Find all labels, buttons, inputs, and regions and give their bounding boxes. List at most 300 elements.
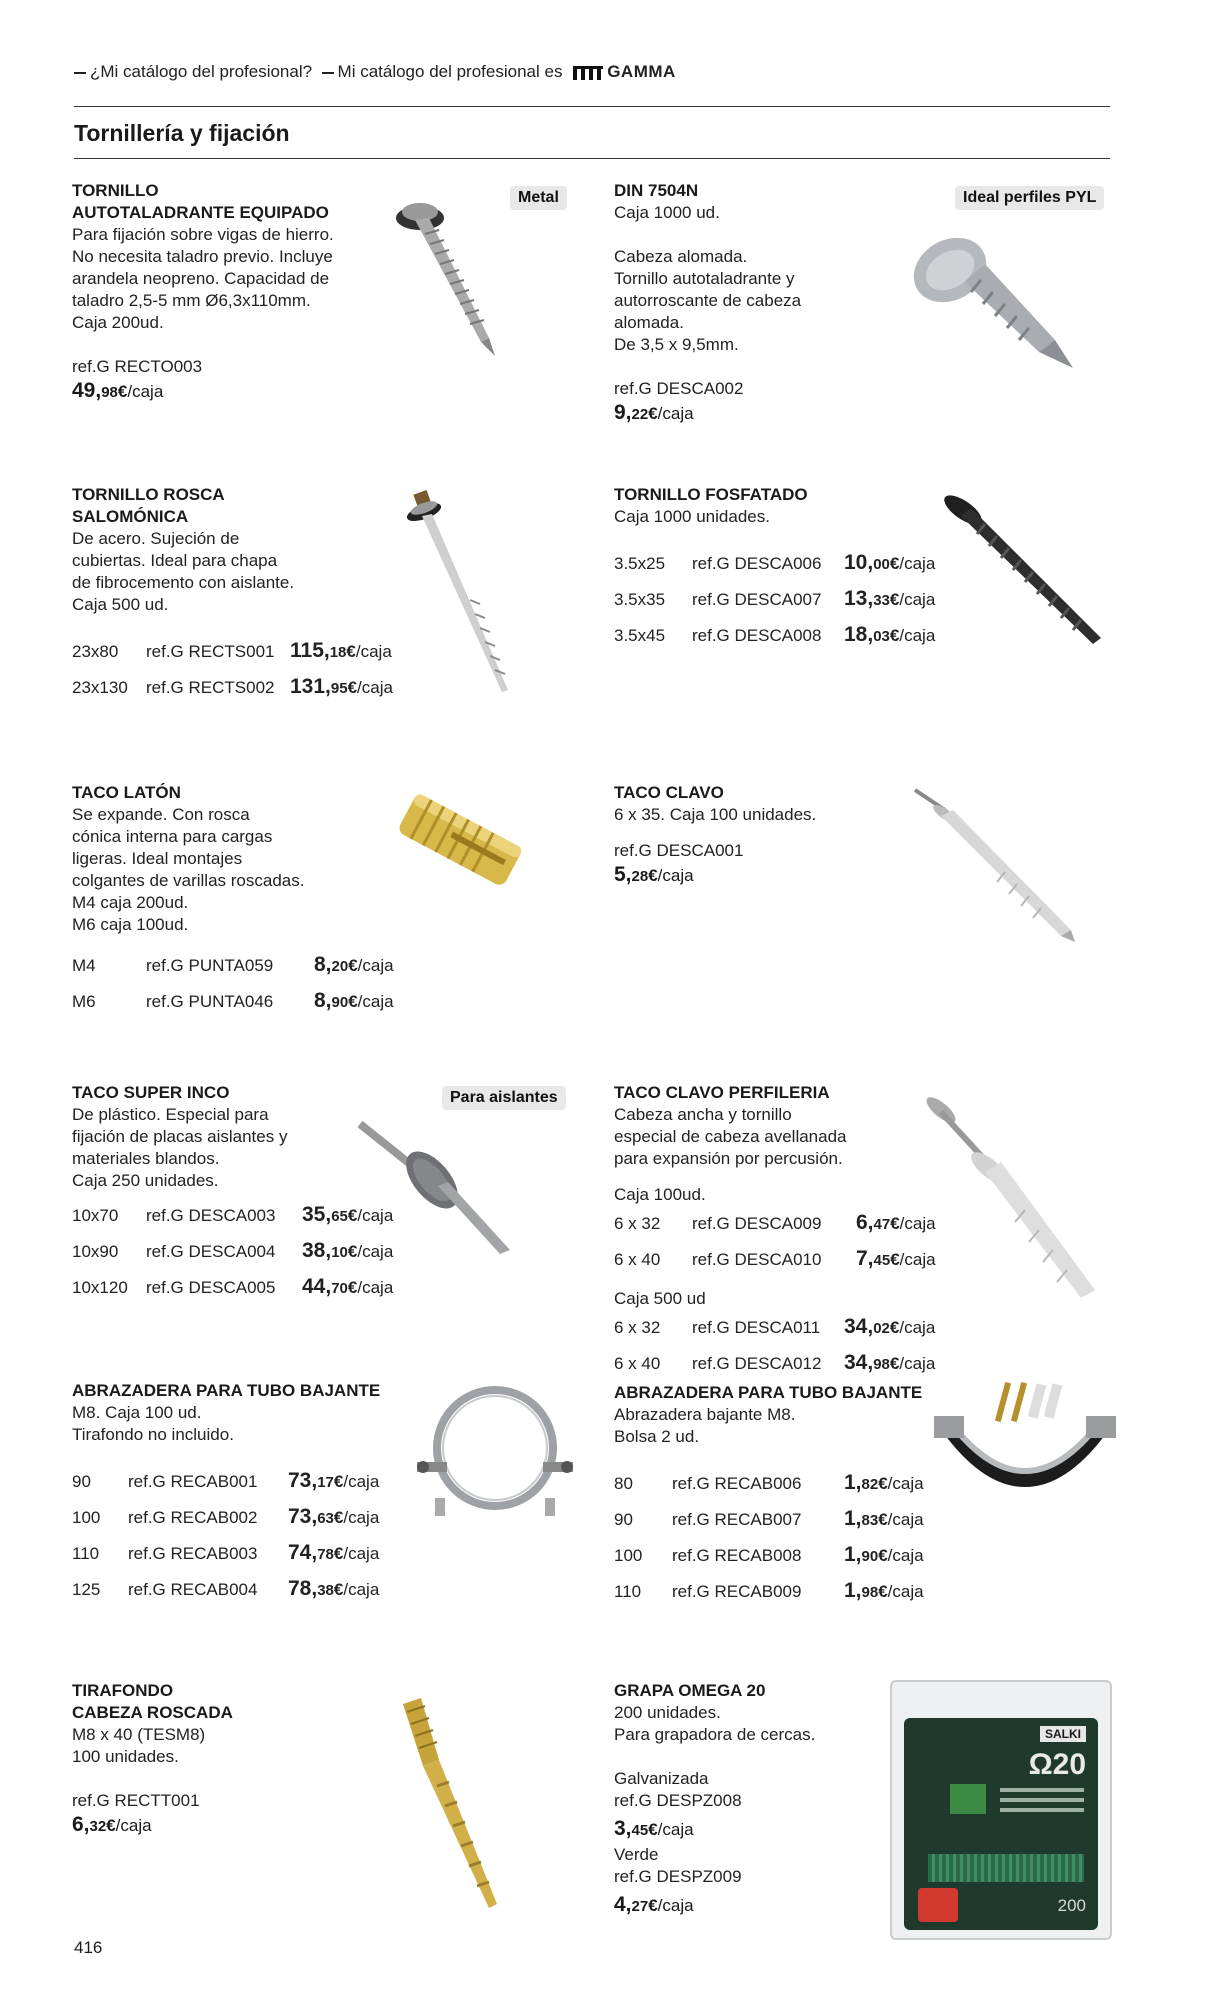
row-size: 3.5x25 [614, 554, 666, 573]
table-row [72, 670, 393, 706]
price-dec: 02 [873, 1320, 890, 1337]
table-row [614, 1502, 924, 1538]
price-currency: € [889, 590, 900, 609]
row-price [290, 670, 393, 706]
table-row [72, 634, 393, 670]
product-desc: Cabeza alomada. [614, 247, 748, 266]
product-desc: De 3,5 x 9,5mm. [614, 335, 739, 354]
staple-package [890, 1680, 1112, 1940]
product-desc: Caja 200ud. [72, 313, 164, 332]
group-label: Caja 500 ud [614, 1289, 706, 1308]
price-dec: 90 [861, 1548, 879, 1565]
package-red-tag [918, 1888, 958, 1922]
row-size: 10x120 [72, 1278, 128, 1297]
pipe-clamp-icon [405, 1378, 585, 1528]
package-title: Ω20 [1028, 1748, 1086, 1781]
table-row [614, 1574, 924, 1610]
price-currency: € [878, 1474, 888, 1493]
price-int: 35, [302, 1203, 332, 1226]
header-answer: Mi catálogo del profesional es [337, 62, 563, 81]
product-desc: M6 caja 100ud. [72, 915, 189, 934]
badge-para-aislantes: Para aislantes [442, 1086, 566, 1110]
table-row [614, 1242, 936, 1278]
product-desc: de fibrocemento con aislante. [72, 573, 295, 592]
package-count: 200 [1057, 1896, 1086, 1915]
header-divider [74, 106, 1110, 107]
row-size: 10x90 [72, 1242, 119, 1261]
table-row [614, 582, 935, 618]
price-dec: 65 [331, 1208, 348, 1225]
row-ref: ref.G DESCA004 [146, 1242, 276, 1261]
product-name: TORNILLO [72, 181, 159, 200]
product-name: AUTOTALADRANTE EQUIPADO [72, 203, 329, 222]
price-dec: 38 [317, 1582, 334, 1599]
product-desc: Cabeza ancha y tornillo [614, 1105, 792, 1124]
table-row [72, 1234, 393, 1270]
row-price [844, 1574, 924, 1610]
table-row [614, 1310, 935, 1346]
table-row [614, 546, 935, 582]
brass-anchor-icon [390, 780, 530, 900]
product-name: TORNILLO FOSFATADO [614, 485, 808, 504]
row-price [302, 1270, 393, 1306]
table-row [72, 1536, 379, 1572]
price-int: 49, [72, 379, 102, 402]
price-currency: € [648, 1820, 658, 1839]
row-size: 3.5x45 [614, 626, 666, 645]
price-int: 6, [72, 1813, 90, 1836]
row-size: 100 [72, 1508, 101, 1527]
row-size: 6 x 40 [614, 1250, 661, 1269]
row-price [844, 1466, 924, 1502]
variant-label: Galvanizada [614, 1769, 709, 1788]
price-dec: 17 [317, 1474, 334, 1491]
row-size: 6 x 40 [614, 1354, 661, 1373]
brand-name: GAMMA [607, 62, 676, 81]
price-dec: 18 [329, 644, 347, 661]
product-desc: colgantes de varillas roscadas. [72, 871, 305, 890]
product-name: TIRAFONDO [72, 1681, 174, 1700]
product-desc: M4 caja 200ud. [72, 893, 189, 912]
row-size: 90 [614, 1510, 633, 1529]
row-ref: ref.G DESCA006 [692, 554, 822, 573]
product-desc: fijación de placas aislantes y [72, 1127, 288, 1146]
product-desc: Caja 500 ud. [72, 595, 169, 614]
price-currency: € [333, 1544, 344, 1563]
price-currency: € [347, 678, 358, 697]
price-table [614, 546, 935, 654]
frame-plug-icon [915, 1090, 1105, 1310]
price-currency: € [878, 1582, 888, 1601]
page-number: 416 [74, 1938, 103, 1957]
price-per: /caja [343, 1472, 380, 1491]
price-int: 10, [844, 551, 874, 574]
row-ref: ref.G RECAB006 [672, 1474, 802, 1493]
price-dec: 32 [89, 1818, 107, 1835]
table-row [72, 1464, 379, 1500]
product-ref: ref.G RECTO003 [72, 357, 203, 376]
row-ref: ref.G RECAB002 [128, 1508, 258, 1527]
badge-metal: Metal [510, 186, 567, 210]
price-dec: 90 [331, 994, 349, 1011]
package-green-tag [950, 1784, 986, 1814]
product-desc: M8 x 40 (TESM8) [72, 1725, 206, 1744]
price-per: /caja [357, 1278, 394, 1297]
price-per: /caja [115, 1816, 152, 1835]
product-name: TACO SUPER INCO [72, 1083, 230, 1102]
price-dec: 45 [631, 1822, 649, 1839]
product-desc: Caja 1000 unidades. [614, 507, 770, 526]
price-per: /caja [357, 1242, 394, 1261]
gamma-logo-icon [573, 66, 603, 80]
price-per: /caja [357, 678, 393, 697]
product-name: SALOMÓNICA [72, 507, 189, 526]
row-ref: ref.G DESCA003 [146, 1206, 276, 1225]
row-size: 90 [72, 1472, 91, 1491]
price-int: 1, [844, 1543, 862, 1566]
price-per: /caja [657, 1896, 694, 1915]
row-ref: ref.G DESCA012 [692, 1354, 822, 1373]
price-table [614, 1206, 936, 1278]
price-table [72, 948, 394, 1020]
product-desc: 100 unidades. [72, 1747, 179, 1766]
price-dec: 00 [873, 556, 890, 573]
table-row [614, 1466, 924, 1502]
product-price [72, 378, 592, 406]
table-row [72, 1270, 393, 1306]
product-name: DIN 7504N [614, 181, 699, 200]
row-ref: ref.G RECAB004 [128, 1580, 258, 1599]
price-per: /caja [355, 642, 392, 661]
row-price [288, 1464, 379, 1500]
table-row [614, 618, 935, 654]
phosphated-screw-icon [935, 480, 1115, 650]
price-int: 5, [614, 863, 632, 886]
price-int: 7, [856, 1247, 874, 1270]
package-text-line [1000, 1798, 1084, 1802]
row-ref: ref.G DESCA010 [692, 1250, 822, 1269]
product-ref: ref.G DESCA002 [614, 379, 744, 398]
product-desc: materiales blandos. [72, 1149, 220, 1168]
price-currency: € [347, 1206, 358, 1225]
price-per: /caja [657, 404, 694, 423]
product-price [614, 400, 1134, 428]
product-desc: De plástico. Especial para [72, 1105, 269, 1124]
price-dec: 45 [873, 1252, 891, 1269]
catalog-header [74, 62, 676, 82]
price-currency: € [889, 1354, 900, 1373]
price-table [614, 1466, 924, 1610]
header-question: ¿Mi catálogo del profesional? [90, 62, 313, 81]
product-desc: Abrazadera bajante M8. [614, 1405, 796, 1424]
product-desc: No necesita taladro previo. Incluye [72, 247, 333, 266]
price-int: 1, [844, 1507, 862, 1530]
price-int: 1, [844, 1579, 862, 1602]
pan-head-screw-icon [905, 230, 1085, 380]
price-dec: 98 [101, 384, 118, 401]
section-title: Tornillería y fijación [74, 120, 290, 146]
row-ref: ref.G PUNTA046 [146, 992, 274, 1011]
price-dec: 98 [861, 1584, 879, 1601]
price-currency: € [890, 1214, 900, 1233]
price-per: /caja [899, 1214, 936, 1233]
price-per: /caja [899, 626, 936, 645]
row-size: 110 [614, 1582, 642, 1601]
table-row [72, 1198, 393, 1234]
price-table [72, 1464, 379, 1608]
price-int: 8, [314, 953, 332, 976]
row-ref: ref.G RECTS002 [146, 678, 275, 697]
product-desc: 6 x 35. Caja 100 unidades. [614, 805, 817, 824]
row-size: M4 [72, 956, 96, 975]
row-ref: ref.G DESCA011 [692, 1318, 821, 1337]
badge-ideal-pyl: Ideal perfiles PYL [955, 186, 1104, 210]
price-table [72, 1198, 393, 1306]
row-ref: ref.G DESCA007 [692, 590, 822, 609]
row-size: 6 x 32 [614, 1318, 661, 1337]
product-desc: autorroscante de cabeza [614, 291, 802, 310]
price-currency: € [347, 1242, 358, 1261]
row-price [290, 634, 393, 670]
price-currency: € [117, 382, 128, 401]
price-currency: € [106, 1816, 116, 1835]
table-row [614, 1346, 935, 1382]
product-desc: cubiertas. Ideal para chapa [72, 551, 278, 570]
price-per: /caja [887, 1582, 924, 1601]
price-per: /caja [657, 1820, 694, 1839]
table-row [72, 948, 394, 984]
group-label: Caja 100ud. [614, 1185, 706, 1204]
row-price [844, 546, 935, 582]
price-int: 34, [844, 1315, 874, 1338]
product-desc: arandela neopreno. Capacidad de [72, 269, 330, 288]
row-ref: ref.G DESCA009 [692, 1214, 822, 1233]
price-per: /caja [887, 1474, 924, 1493]
price-currency: € [348, 956, 358, 975]
row-ref: ref.G DESCA008 [692, 626, 822, 645]
price-dec: 33 [873, 592, 890, 609]
price-currency: € [878, 1546, 888, 1565]
twisted-screw-icon [390, 480, 520, 700]
price-currency: € [347, 1278, 358, 1297]
price-per: /caja [887, 1510, 924, 1529]
product-ref: ref.G DESPZ009 [614, 1867, 742, 1886]
price-dec: 47 [873, 1216, 891, 1233]
price-per: /caja [343, 1508, 380, 1527]
row-price [844, 582, 935, 618]
insulation-anchor-icon [347, 1110, 530, 1261]
product-desc: 200 unidades. [614, 1703, 721, 1722]
row-price [288, 1536, 379, 1572]
price-per: /caja [899, 1318, 936, 1337]
product-name: ABRAZADERA PARA TUBO BAJANTE [614, 1383, 923, 1402]
price-per: /caja [357, 1206, 394, 1225]
price-int: 4, [614, 1893, 632, 1916]
price-int: 73, [288, 1469, 318, 1492]
price-per: /caja [357, 956, 394, 975]
price-int: 18, [844, 623, 874, 646]
product-ref: ref.G DESCA001 [614, 841, 744, 860]
product-name: TACO CLAVO [614, 783, 724, 802]
price-int: 115, [290, 639, 330, 662]
product-desc: Bolsa 2 ud. [614, 1427, 700, 1446]
row-size: 3.5x35 [614, 590, 666, 609]
row-ref: ref.G RECTS001 [146, 642, 275, 661]
price-int: 3, [614, 1817, 632, 1840]
price-dec: 82 [861, 1476, 879, 1493]
price-int: 34, [844, 1351, 874, 1374]
product-desc: Tornillo autotaladrante y [614, 269, 795, 288]
row-size: 6 x 32 [614, 1214, 661, 1233]
table-row [72, 984, 394, 1020]
price-per: /caja [887, 1546, 924, 1565]
nail-plug-icon [905, 780, 1085, 950]
price-int: 131, [290, 675, 331, 698]
price-currency: € [878, 1510, 888, 1529]
package-text-line [1000, 1808, 1084, 1812]
row-size: 125 [72, 1580, 101, 1599]
price-currency: € [889, 626, 900, 645]
product-desc: Tirafondo no incluido. [72, 1425, 234, 1444]
package-label [904, 1718, 1098, 1930]
price-int: 74, [288, 1541, 318, 1564]
price-currency: € [890, 1250, 900, 1269]
row-price [844, 1502, 924, 1538]
table-row [614, 1206, 936, 1242]
product-desc: Caja 250 unidades. [72, 1171, 219, 1190]
row-price [844, 1538, 924, 1574]
price-currency: € [648, 1896, 658, 1915]
row-ref: ref.G DESCA005 [146, 1278, 276, 1297]
product-desc: Caja 1000 ud. [614, 203, 720, 222]
price-int: 13, [844, 587, 874, 610]
price-int: 44, [302, 1275, 332, 1298]
price-table [72, 634, 393, 706]
price-int: 8, [314, 989, 332, 1012]
product-desc: para expansión por percusión. [614, 1149, 843, 1168]
row-price [288, 1572, 379, 1608]
row-size: 23x130 [72, 678, 128, 697]
row-ref: ref.G RECAB003 [128, 1544, 258, 1563]
row-size: 10x70 [72, 1206, 119, 1225]
price-currency: € [333, 1580, 344, 1599]
price-currency: € [346, 642, 356, 661]
price-int: 1, [844, 1471, 862, 1494]
table-row [72, 1500, 379, 1536]
price-per: /caja [357, 992, 394, 1011]
price-currency: € [348, 992, 358, 1011]
price-dec: 03 [873, 628, 890, 645]
row-size: 80 [614, 1474, 633, 1493]
price-per: /caja [127, 382, 164, 401]
price-dec: 83 [861, 1512, 879, 1529]
product-desc: taladro 2,5-5 mm Ø6,3x110mm. [72, 291, 311, 310]
row-size: M6 [72, 992, 96, 1011]
product-name: CABEZA ROSCADA [72, 1703, 233, 1722]
price-int: 6, [856, 1211, 874, 1234]
product-desc: Para grapadora de cercas. [614, 1725, 816, 1744]
row-size: 110 [72, 1544, 100, 1563]
table-row [72, 1572, 379, 1608]
product-name: TORNILLO ROSCA [72, 485, 225, 504]
row-ref: ref.G RECAB008 [672, 1546, 802, 1565]
price-dec: 27 [631, 1898, 649, 1915]
row-size: 100 [614, 1546, 643, 1565]
price-int: 78, [288, 1577, 318, 1600]
product-name: TACO CLAVO PERFILERIA [614, 1083, 830, 1102]
price-per: /caja [343, 1544, 380, 1563]
product-desc: De acero. Sujeción de [72, 529, 240, 548]
price-dec: 63 [317, 1510, 334, 1527]
product-desc: alomada. [614, 313, 684, 332]
section-divider [74, 158, 1110, 159]
row-ref: ref.G RECAB007 [672, 1510, 802, 1529]
price-currency: € [648, 866, 658, 885]
staple-strip [928, 1854, 1084, 1882]
price-int: 73, [288, 1505, 318, 1528]
row-price [844, 1310, 935, 1346]
threaded-lag-screw-icon [385, 1690, 525, 1920]
price-per: /caja [343, 1580, 380, 1599]
price-per: /caja [657, 866, 694, 885]
row-price [314, 948, 394, 984]
row-ref: ref.G PUNTA059 [146, 956, 274, 975]
price-dec: 98 [873, 1356, 890, 1373]
product-desc: cónica interna para cargas [72, 827, 273, 846]
price-dec: 78 [317, 1546, 334, 1563]
row-ref: ref.G RECAB001 [128, 1472, 258, 1491]
product-desc: ligeras. Ideal montajes [72, 849, 243, 868]
row-price [844, 618, 935, 654]
row-ref: ref.G RECAB009 [672, 1582, 802, 1601]
price-dec: 28 [631, 868, 649, 885]
price-per: /caja [899, 1354, 936, 1373]
row-price [314, 984, 394, 1020]
product-name: ABRAZADERA PARA TUBO BAJANTE [72, 1381, 381, 1400]
product-desc: M8. Caja 100 ud. [72, 1403, 202, 1422]
rubber-clamp-icon [930, 1380, 1120, 1530]
price-currency: € [333, 1472, 344, 1491]
price-dec: 22 [631, 406, 649, 423]
price-int: 38, [302, 1239, 332, 1262]
row-size: 23x80 [72, 642, 119, 661]
product-desc: especial de cabeza avellanada [614, 1127, 847, 1146]
price-per: /caja [899, 590, 936, 609]
price-dec: 10 [331, 1244, 348, 1261]
price-currency: € [333, 1508, 344, 1527]
table-row [614, 1538, 924, 1574]
product-desc: Se expande. Con rosca [72, 805, 250, 824]
package-brand: SALKI [1040, 1726, 1086, 1742]
price-per: /caja [899, 1250, 936, 1269]
product-name: TACO LATÓN [72, 783, 181, 802]
price-currency: € [889, 1318, 900, 1337]
price-per: /caja [899, 554, 936, 573]
package-text-line [1000, 1788, 1084, 1792]
variant-label: Verde [614, 1845, 659, 1864]
price-dec: 95 [330, 680, 348, 697]
product-ref: ref.G RECTT001 [72, 1791, 200, 1810]
price-currency: € [648, 404, 658, 423]
price-int: 9, [614, 401, 632, 424]
product-desc: Para fijación sobre vigas de hierro. [72, 225, 334, 244]
self-drilling-screw-icon [385, 190, 515, 360]
price-currency: € [889, 554, 900, 573]
product-name: GRAPA OMEGA 20 [614, 1681, 766, 1700]
row-price [288, 1500, 379, 1536]
price-dec: 20 [331, 958, 349, 975]
price-dec: 70 [331, 1280, 348, 1297]
